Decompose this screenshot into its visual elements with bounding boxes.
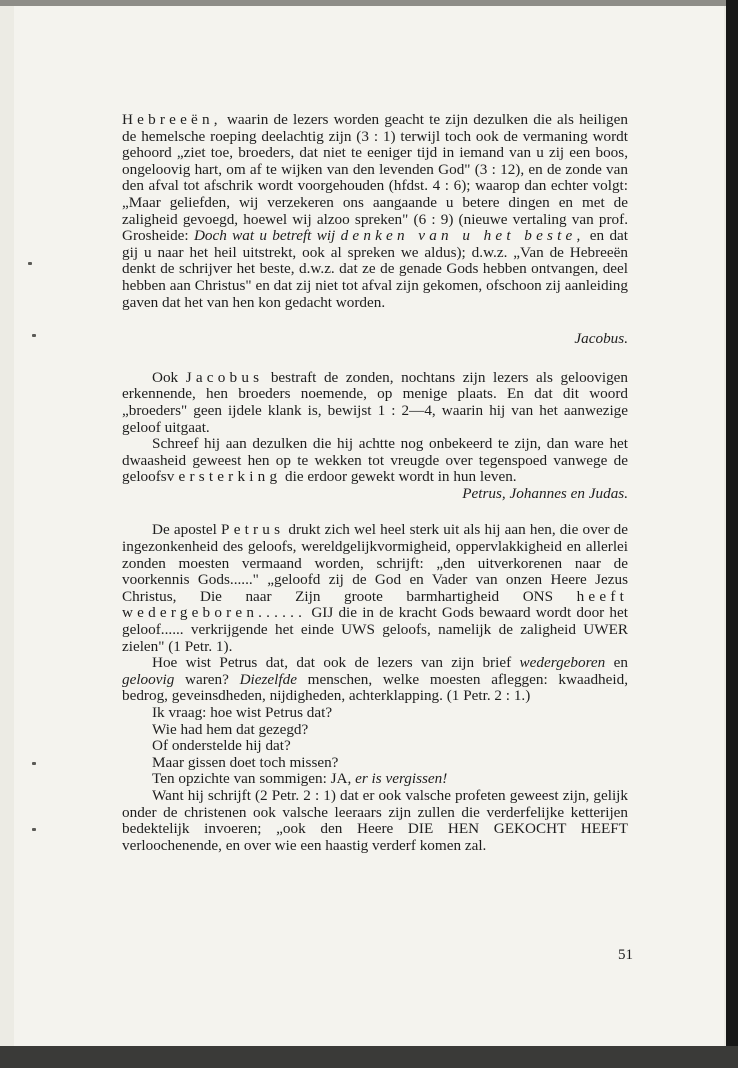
paragraph-petrus-3: Want hij schrijft (2 Petr. 2 : 1) dat er ook valsche profeten geweest zijn, gelijk onder de christenen ook valsche leeraars zijn zullen die verderfelijke ketterijen bedektelijk invoeren; „ook den Heere DIE HEN GEKOCHT HEEFT verloochenende, en over wie een haastig verderf komen zal.: [122, 786, 628, 854]
question-line-1: Ik vraag: hoe wist Petrus dat?: [152, 704, 333, 721]
page-number: 51: [618, 947, 633, 963]
heading-jacobus: Jacobus.: [574, 330, 628, 348]
margin-mark: [32, 762, 36, 765]
paragraph-petrus-1: De apostel Petrus drukt zich wel heel sterk uit als hij aan hen, die over de ingezonkenheid des geloofs, wereldgelijkvormigheid, oppervlakkigheid en allerlei zonden moesten vermaand worden, schrijft: „den uitverkorenen naar de voorkennis Gods......" „geloofd zij de God en Vader van onzen Heere Jezus Christus, Die naar Zijn groote barmhartigheid ONS heeft wedergeboren...... GIJ die in de kracht Gods bewaard wordt door het geloof...... verkrijgende het einde UWS geloofs, namelijk de zaligheid UWER zielen" (1 Petr. 1).: [122, 521, 628, 655]
paragraph-jacobus-2: Schreef hij aan dezulken die hij achtte nog onbekeerd te zijn, dan ware het dwaasheid geweest hen op te wekken tot vreugde over tegenspoed vanwege de geloofsversterking die erdoor gewekt wordt in hun leven.: [122, 435, 628, 486]
scan-right-edge: [726, 0, 738, 1068]
answer-line: Ten opzichte van sommigen: JA, er is vergissen!: [152, 770, 448, 788]
heading-petrus-johannes-judas: Petrus, Johannes en Judas.: [462, 484, 628, 502]
body-text: [122, 112, 628, 854]
margin-mark: [28, 262, 32, 265]
paper-sheet: [14, 6, 724, 1046]
scan-bottom-edge: [0, 1046, 738, 1068]
margin-mark: [32, 334, 36, 337]
paragraph-jacobus-1: Ook Jacobus bestraft de zonden, nochtans zijn lezers als geloovigen erkennende, hen broeders noemende, op menige plaats. En dat dit woord „broeders" geen ijdele klank is, bewijst 1 : 2—4, waarin hij van het aanwezige geloof uitgaat.: [122, 368, 628, 436]
paragraph-hebreeen: Hebreeën, waarin de lezers worden geacht te zijn dezulken die als heiligen de hemelsche roeping deelachtig zijn (3 : 1) terwijl toch ook de vermaning wordt gehoord „ziet toe, broeders, dat niet te eeniger tijd in iemand van u zij een boos, ongeloovig hart, om af te wijken van den levenden God" (3 : 12), en de zonde van den afval tot afschrik wordt voorgehouden (hfdst. 4 : 6); waarop dan echter volgt: „Maar geliefden, wij verzekeren ons aangaande u betere dingen en met de zaligheid gevoegd, hoewel wij alzoo spreken" (6 : 9) (nieuwe vertaling van prof. Grosheide: Doch wat u betreft wij denken van u het beste, en dat gij u naar het heil uitstrekt, ook al spreken we aldus); d.w.z. „Van de Hebreeën denkt de schrijver het beste, d.w.z. dat ze de genade Gods hebben ontvangen, deel hebben aan Christus" en dat zij niet tot afval zijn gekomen, ofschoon zij aanleiding gaven dat het van hen kon gedacht worden.: [122, 111, 629, 311]
margin-mark: [32, 828, 36, 831]
question-line-2: Wie had hem dat gezegd?: [152, 720, 309, 738]
question-line-3: Of onderstelde hij dat?: [152, 737, 291, 755]
question-line-4: Maar gissen doet toch missen?: [152, 753, 339, 771]
paragraph-petrus-2: Hoe wist Petrus dat, dat ook de lezers van zijn brief wedergeboren en geloovig waren? Diezelfde menschen, welke moesten afleggen: kwaadheid, bedrog, geveinsdheden, nijdigheden, achterklapping. (1 Petr. 2 : 1.): [122, 654, 629, 705]
